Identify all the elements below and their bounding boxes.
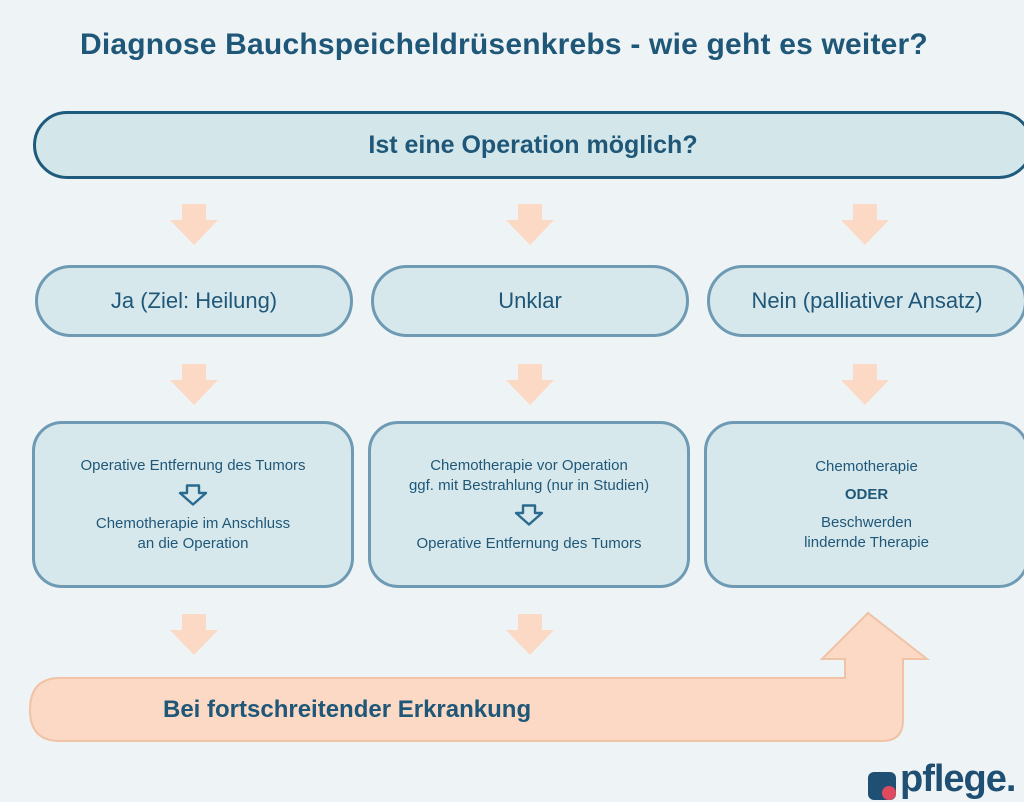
card-unclear-step1-line2: ggf. mit Bestrahlung (nur in Studien)	[408, 476, 650, 494]
option-unclear-label: Unklar	[498, 288, 562, 313]
progression-label: Bei fortschreitender Erkrankung	[163, 696, 532, 723]
option-no	[707, 265, 1024, 337]
brand-logo	[868, 758, 1024, 802]
arrow-down-icon	[840, 364, 890, 406]
card-yes-step2-line1: Chemotherapie im Anschluss	[95, 514, 291, 532]
card-unclear	[368, 421, 690, 588]
question-box	[33, 111, 1024, 179]
outline-arrow-down-icon	[514, 504, 544, 526]
card-unclear-step1-line1: Chemotherapie vor Operation	[430, 456, 628, 474]
outline-arrow-down-icon	[178, 484, 208, 506]
logo-mark-icon	[868, 772, 896, 800]
arrow-down-icon	[505, 364, 555, 406]
arrow-down-icon	[505, 204, 555, 246]
card-no-option2-line2: lindernde Therapie	[804, 533, 929, 551]
card-no	[704, 421, 1024, 588]
option-yes	[35, 265, 353, 337]
logo-text: pflege.	[900, 758, 1016, 800]
card-no-option1: Chemotherapie	[815, 457, 918, 475]
option-yes-label: Ja (Ziel: Heilung)	[110, 288, 278, 313]
page-title: Diagnose Bauchspeicheldrüsenkrebs - wie geht es weiter?	[80, 28, 928, 61]
card-no-option2-line1: Beschwerden	[821, 513, 912, 531]
option-unclear	[371, 265, 689, 337]
card-no-connector: ODER	[844, 485, 889, 503]
logo-dot-icon	[882, 786, 896, 800]
question-label: Ist eine Operation möglich?	[368, 130, 698, 159]
card-yes	[32, 421, 354, 588]
arrow-down-icon	[840, 204, 890, 246]
card-unclear-step2: Operative Entfernung des Tumors	[416, 534, 642, 552]
arrow-down-icon	[169, 364, 219, 406]
progression-band-arrow	[0, 600, 1024, 787]
card-yes-step1: Operative Entfernung des Tumors	[80, 456, 306, 474]
option-no-label: Nein (palliativer Ansatz)	[751, 288, 983, 313]
arrow-down-icon	[169, 204, 219, 246]
card-yes-step2-line2: an die Operation	[137, 534, 249, 552]
